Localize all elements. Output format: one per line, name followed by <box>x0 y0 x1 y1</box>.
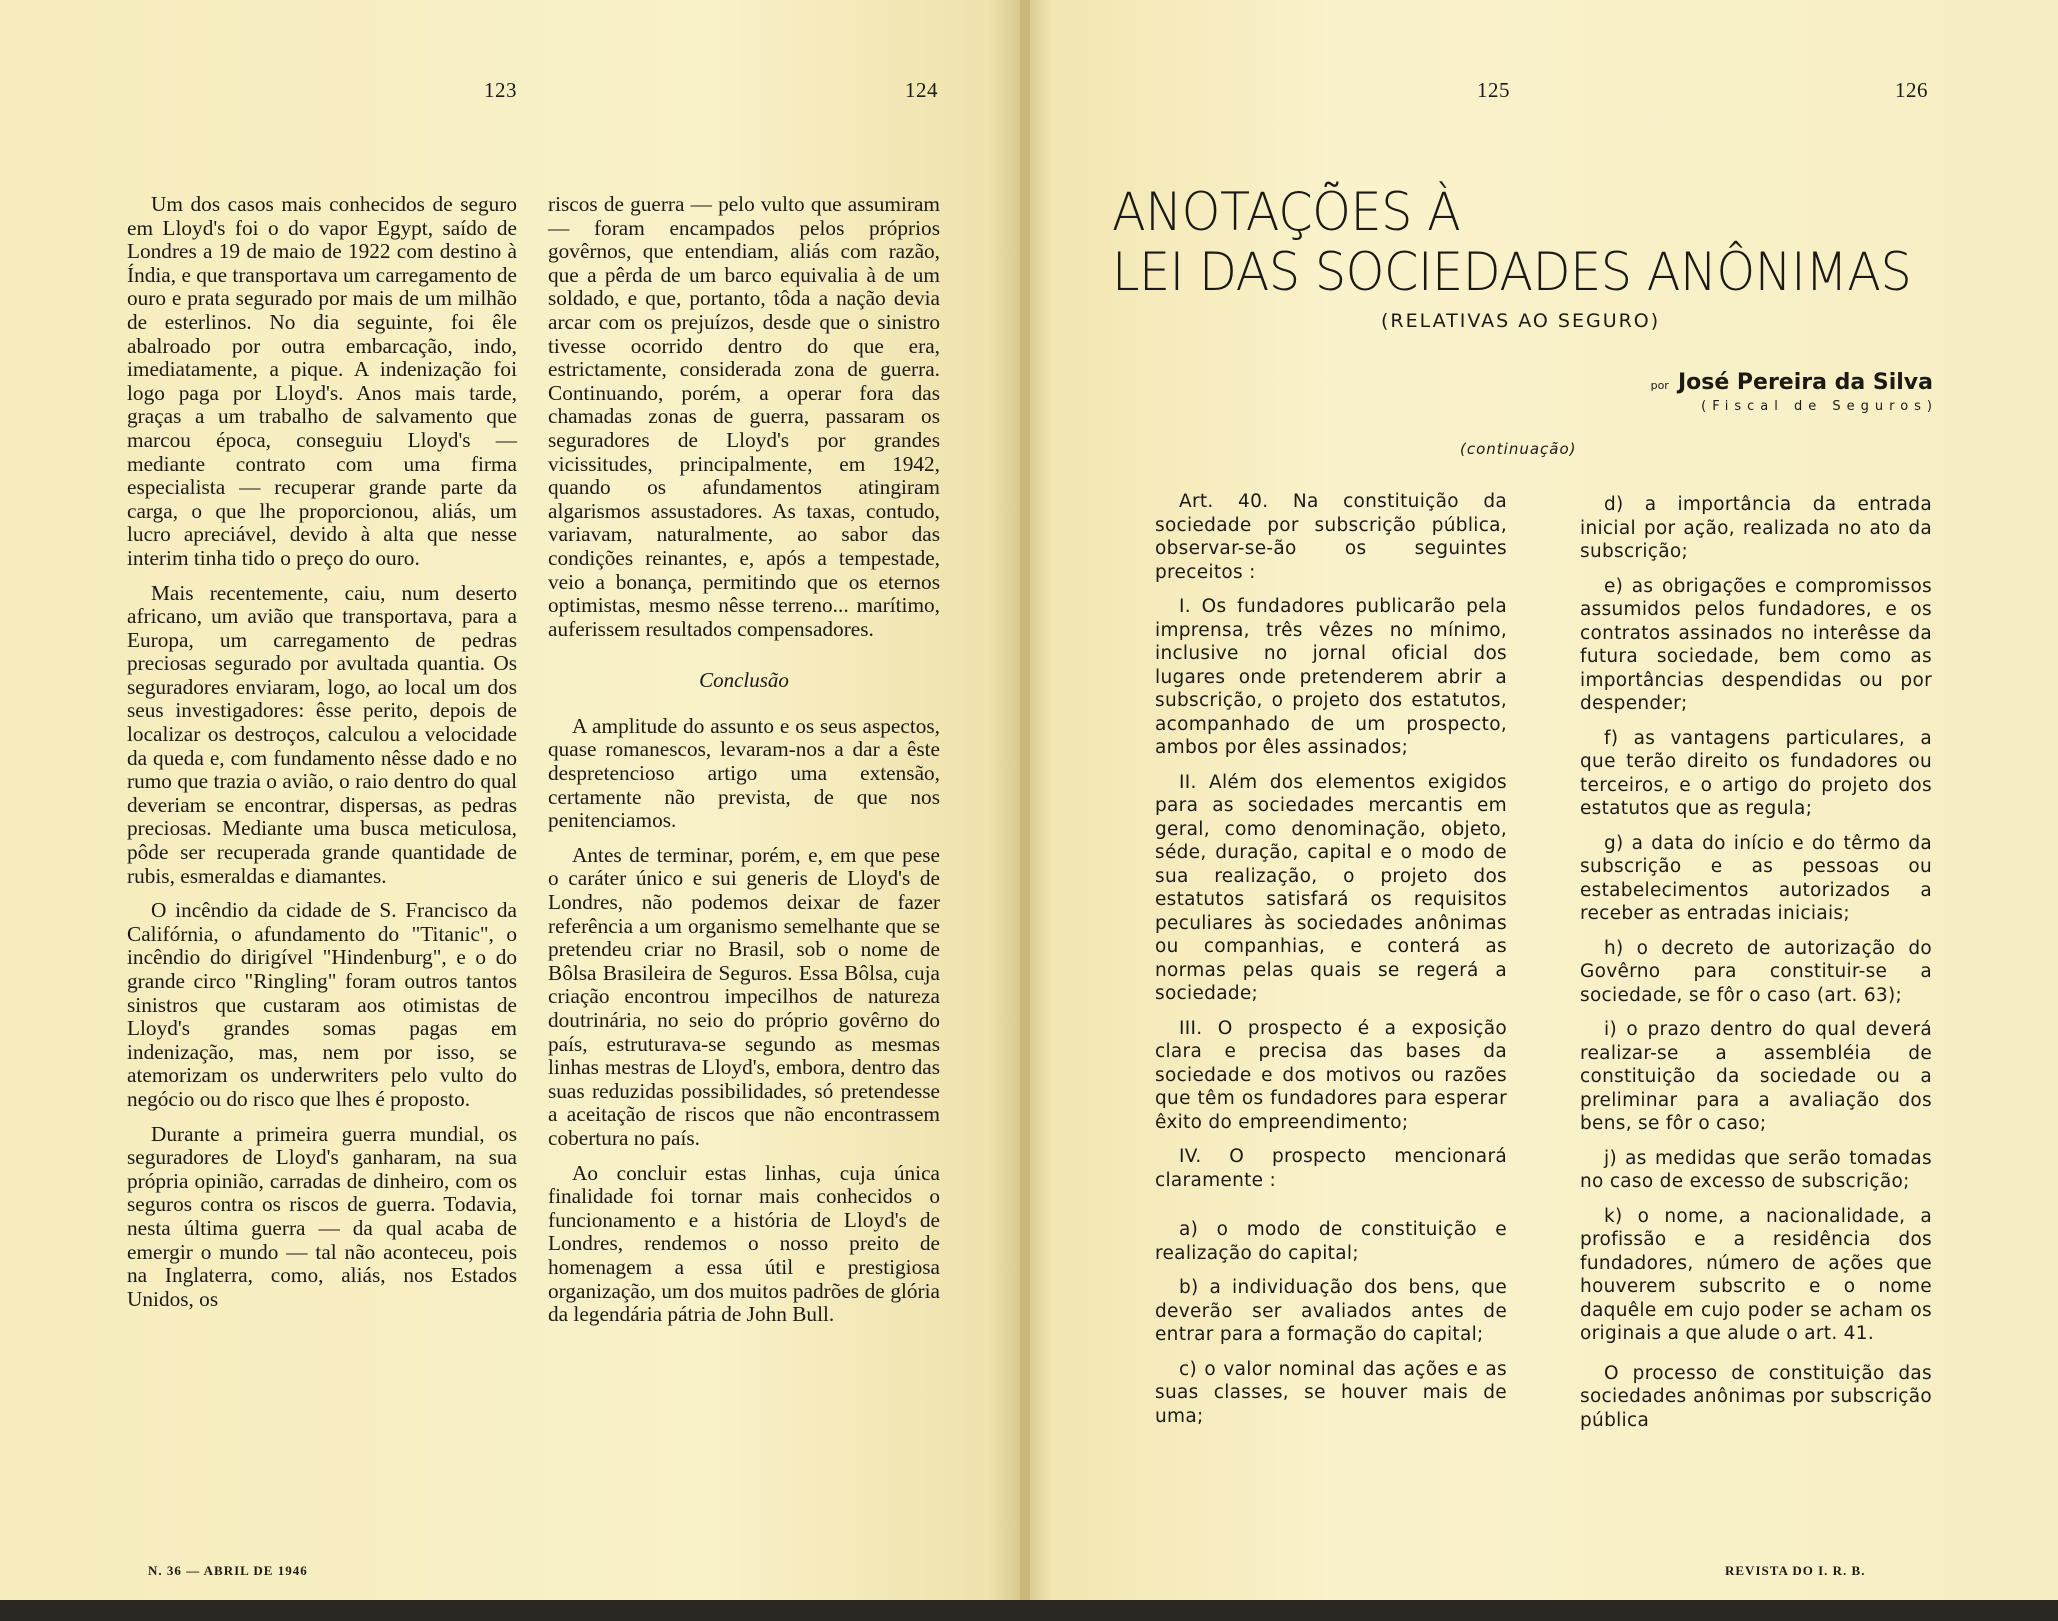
title-line-1: ANOTAÇÕES À <box>1112 182 1461 243</box>
byline <box>1651 370 1933 395</box>
paragraph: O incêndio da cidade de S. Francisco da Califórnia, o afundamento do "Titanic", o incêndio do dirigível "Hindenburg", e o do grande circo "Ringling" foram outros tantos sinistros que custaram aos otimistas de Lloyd's grandes somas pagas em indenização, mas, nem por isso, se atemorizam os underwriters pelo vulto do negócio ou do risco que lhes é proposto. <box>127 898 517 1111</box>
paragraph: Mais recentemente, caiu, num deserto africano, um avião que transportava, para a Europa, um carregamento de pedras preciosas segurado por avultada quantia. Os seguradores enviaram, logo, ao local um dos seus investigadores: êsse perito, depois de localizar os destroços, calculou a velocidade da queda e, com fundamento nêsse dado e no rumo que trazia o avião, o raio dentro do qual deveriam se encontrar, dispersas, as pedras preciosas. Mediante uma busca meticulosa, pôde ser recuperada grande quantidade de rubis, esmeraldas e diamantes. <box>127 580 517 888</box>
paragraph: d) a importância da entrada inicial por ação, realizada no ato da subscrição; <box>1580 494 1932 562</box>
paragraph: c) o valor nominal das ações e as suas classes, se houver mais de uma; <box>1155 1358 1507 1427</box>
paragraph: j) as medidas que serão tomadas no caso de excesso de subscrição; <box>1580 1147 1932 1192</box>
paragraph: e) as obrigações e compromissos assumidos pelos fundadores, e os contratos assinados no interêsse da futura sociedade, bem como as importâncias despendidas ou por despender; <box>1580 575 1932 714</box>
paragraph: IV. O prospecto mencionará claramente : <box>1155 1146 1507 1191</box>
left-column-1 <box>127 193 517 1322</box>
paragraph: a) o modo de constituição e realização do capital; <box>1155 1219 1507 1264</box>
section-heading: Conclusão <box>699 668 789 693</box>
footer-issue: N. 36 — ABRIL DE 1946 <box>148 1563 308 1578</box>
paragraph: O processo de constituição das sociedades anônimas por subscrição pública <box>1580 1362 1932 1431</box>
paragraph: II. Além dos elementos exigidos para as sociedades mercantis em geral, como denominação, objeto, séde, duração, capital e o modo de sua realização, o projeto dos estatutos satisfará os requisitos peculiares às sociedades anônimas ou companhias, e conterá as normas pelas quais se regerá a sociedade; <box>1155 771 1507 1004</box>
paragraph: III. O prospecto é a exposição clara e precisa das bases da sociedade e dos motivos ou razões que têm os fundadores para esperar êxito do empreendimento; <box>1155 1017 1507 1133</box>
right-column-1 <box>1155 490 1507 1439</box>
paragraph: b) a individuação dos bens, que deverão ser avaliados antes de entrar para a formação do capital; <box>1155 1277 1507 1345</box>
scan-border <box>0 1600 2058 1621</box>
footer-journal: REVISTA DO I. R. B. <box>1725 1563 1866 1578</box>
paragraph: Ao concluir estas linhas, cuja única finalidade foi tornar mais conhecidos o funcionamento e a história de Lloyd's de Londres, rendemos o nosso preito de homenagem a essa útil e prestigiosa organização, um dos muitos padrões de glória da legendária pátria de John Bull. <box>548 1160 940 1327</box>
paragraph: h) o decreto de autorização do Govêrno para constituir-se a sociedade, se fôr o caso (art. 63); <box>1580 937 1932 1006</box>
paragraph: f) as vantagens particulares, a que terão direito os fundadores ou terceiros, e o artigo do projeto dos estatutos que as regula; <box>1580 727 1932 819</box>
paragraph: g) a data do início e do têrmo da subscrição e as pessoas ou estabelecimentos autorizados a receber as entradas iniciais; <box>1580 832 1932 924</box>
byline-por: por <box>1650 379 1669 392</box>
paragraph: I. Os fundadores publicarão pela imprensa, três vêzes no mínimo, inclusive no jornal oficial dos lugares onde pretenderem abrir a subscrição, o projeto dos estatutos, acompanhado de um prospecto, ambos por êles assinados; <box>1155 596 1507 758</box>
continuation-note: (continuação) <box>1460 440 1577 458</box>
right-column-2 <box>1580 493 1932 1443</box>
author-name: José Pereira da Silva <box>1677 370 1933 395</box>
paragraph: i) o prazo dentro do qual deverá realizar-se a assembléia de constituição da sociedade ou a preliminar para a avaliação dos bens, se fôr o caso; <box>1580 1019 1932 1134</box>
paragraph: Um dos casos mais conhecidos de seguro em Lloyd's foi o do vapor Egypt, saído de Londres a 19 de maio de 1922 com destino à Índia, e que transportava um carregamento de ouro e prata segurado por mais de um milhão de esterlinos. No dia seguinte, foi êle abalroado por outra embarcação, indo, imediatamente, a pique. A indenização foi logo paga por Lloyd's. Anos mais tarde, graças a um trabalho de salvamento que marcou época, conseguiu Lloyd's — mediante contrato com uma firma especialista — recuperar grande parte da carga, o que lhe proporcionou, aliás, um lucro apreciável, devido à alta que nesse interim tinha tido o preço do ouro. <box>127 192 517 570</box>
page-gutter <box>1020 0 1030 1600</box>
page-number-123: 123 <box>484 78 517 102</box>
article-subtitle: (RELATIVAS AO SEGURO) <box>1381 310 1661 332</box>
title-line-2: LEI DAS SOCIEDADES ANÔNIMAS <box>1112 242 1912 303</box>
author-role: (Fiscal de Seguros) <box>1701 399 1938 414</box>
page-number-126: 126 <box>1895 78 1928 102</box>
paragraph: A amplitude do assunto e os seus aspectos, quase romanescos, levaram-nos a dar a êste despretencioso artigo uma extensão, certamente não prevista, de que nos penitenciamos. <box>548 713 940 833</box>
page-number-125: 125 <box>1477 78 1510 102</box>
left-column-2 <box>548 193 940 1338</box>
paragraph: Durante a primeira guerra mundial, os seguradores de Lloyd's ganharam, na sua própria opinião, carradas de dinheiro, com os seguros contra os riscos de guerra. Todavia, nesta última guerra — da qual acaba de emergir o mundo — tal não aconteceu, pois na Inglaterra, como, aliás, nos Estados Unidos, os <box>127 1121 517 1311</box>
article-title <box>1112 183 1911 303</box>
page-number-124: 124 <box>905 78 938 102</box>
paragraph: riscos de guerra — pelo vulto que assumiram — foram encampados pelos próprios govêrnos, que entendiam, aliás com razão, que a pêrda de um barco equivalia à de um soldado, e que, portanto, tôda a nação devia arcar com os prejuízos, desde que o sinistro tivesse ocorrido dentro do que era, estrictamente, considerada zona de guerra. Continuando, porém, a operar fora das chamadas zonas de guerra, passaram os seguradores de Lloyd's por grandes vicissitudes, principalmente, em 1942, quando os afundamentos atingiram algarismos assustadores. As taxas, contudo, variavam, naturalmente, ao sabor das condições reinantes, e, após a tempestade, veio a bonança, permitindo que os eternos optimistas, mesmo nêsse terreno... marítimo, auferissem resultados compensadores. <box>548 192 940 641</box>
paragraph: k) o nome, a nacionalidade, a profissão e a residência dos fundadores, número de ações que houverem subscrito e o nome daquêle em cujo poder se acham os originais a que alude o art. 41. <box>1580 1205 1932 1344</box>
paragraph: Antes de terminar, porém, e, em que pese o caráter único e sui generis de Lloyd's de Londres, não podemos deixar de fazer referência a um organismo semelhante que se pretendeu criar no Brasil, sob o nome de Bôlsa Brasileira de Seguros. Essa Bôlsa, cuja criação encontrou impecilhos de natureza doutrinária, no seio do próprio govêrno do país, estruturava-se segundo as mesmas linhas mestras de Lloyd's, embora, dentro das suas reduzidas possibilidades, só pretendesse a aceitação de riscos que não encontrassem cobertura no país. <box>548 842 940 1150</box>
paragraph: Art. 40. Na constituição da sociedade por subscrição pública, observar-se-ão os seguintes preceitos : <box>1155 491 1507 583</box>
